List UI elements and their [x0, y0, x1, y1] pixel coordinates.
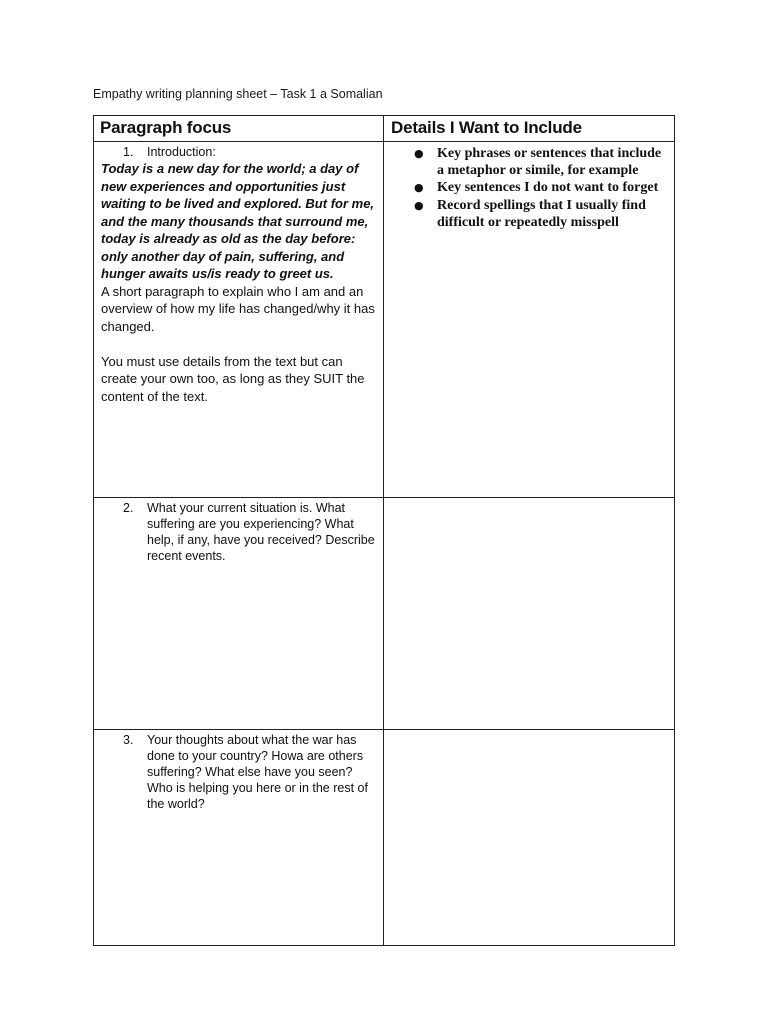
details-cell-1: [384, 142, 675, 498]
item-number: 3.: [123, 733, 134, 747]
table-row: [94, 498, 675, 730]
instruction-text: A short paragraph to explain who I am and an overview of how my life has changed/why it has changed.: [101, 283, 375, 334]
paragraph-focus-cell-1: [94, 142, 384, 498]
paragraph-focus-cell-3: [94, 730, 384, 946]
planning-table: [93, 115, 675, 946]
list-item: ● Record spellings that I usually find difficult or repeatedly misspell: [414, 197, 646, 230]
details-list: [414, 145, 664, 231]
numbered-item-1: [101, 144, 375, 160]
header-details: Details I Want to Include: [384, 116, 675, 142]
item-heading: Introduction:: [147, 145, 216, 159]
instruction-text: You must use details from the text but can create your own too, as long as they SUIT the content of the text.: [101, 353, 365, 404]
list-item: ● Key sentences I do not want to forget: [414, 180, 659, 196]
table-row: [94, 142, 675, 498]
bullet-icon: ●: [414, 198, 424, 212]
numbered-item-2: [101, 500, 375, 564]
item-number: 1.: [123, 145, 134, 159]
intro-quote: Today is a new day for the world; a day of new experiences and opportunities just waiting to be lived and explored. But for me, and the many thousands that surround me, today is already as old as the day before: only another day of pain, suffering, and hunger awaits us/is ready to greet us.: [101, 161, 375, 281]
item-number: 2.: [123, 501, 134, 515]
bullet-icon: ●: [414, 147, 424, 160]
bullet-icon: ●: [414, 181, 424, 195]
header-row: [94, 116, 675, 142]
sheet-title: Empathy writing planning sheet – Task 1 a Somalian: [93, 87, 383, 101]
paragraph-focus-cell-2: [94, 498, 384, 730]
item-text: Your thoughts about what the war has done to your country? Howa are others suffering? What else have you seen? Who is helping you here or in the rest of the world?: [147, 733, 368, 811]
numbered-item-3: [101, 732, 375, 812]
list-item: ● Key phrases or sentences that include a metaphor or simile, for example: [414, 146, 662, 179]
item-text: What your current situation is. What suffering are you experiencing? What help, if any, have you received? Describe recent events.: [147, 501, 375, 563]
table-row: [94, 730, 675, 946]
details-cell-2: [384, 498, 675, 730]
header-paragraph-focus: Paragraph focus: [94, 116, 384, 142]
details-cell-3: [384, 730, 675, 946]
